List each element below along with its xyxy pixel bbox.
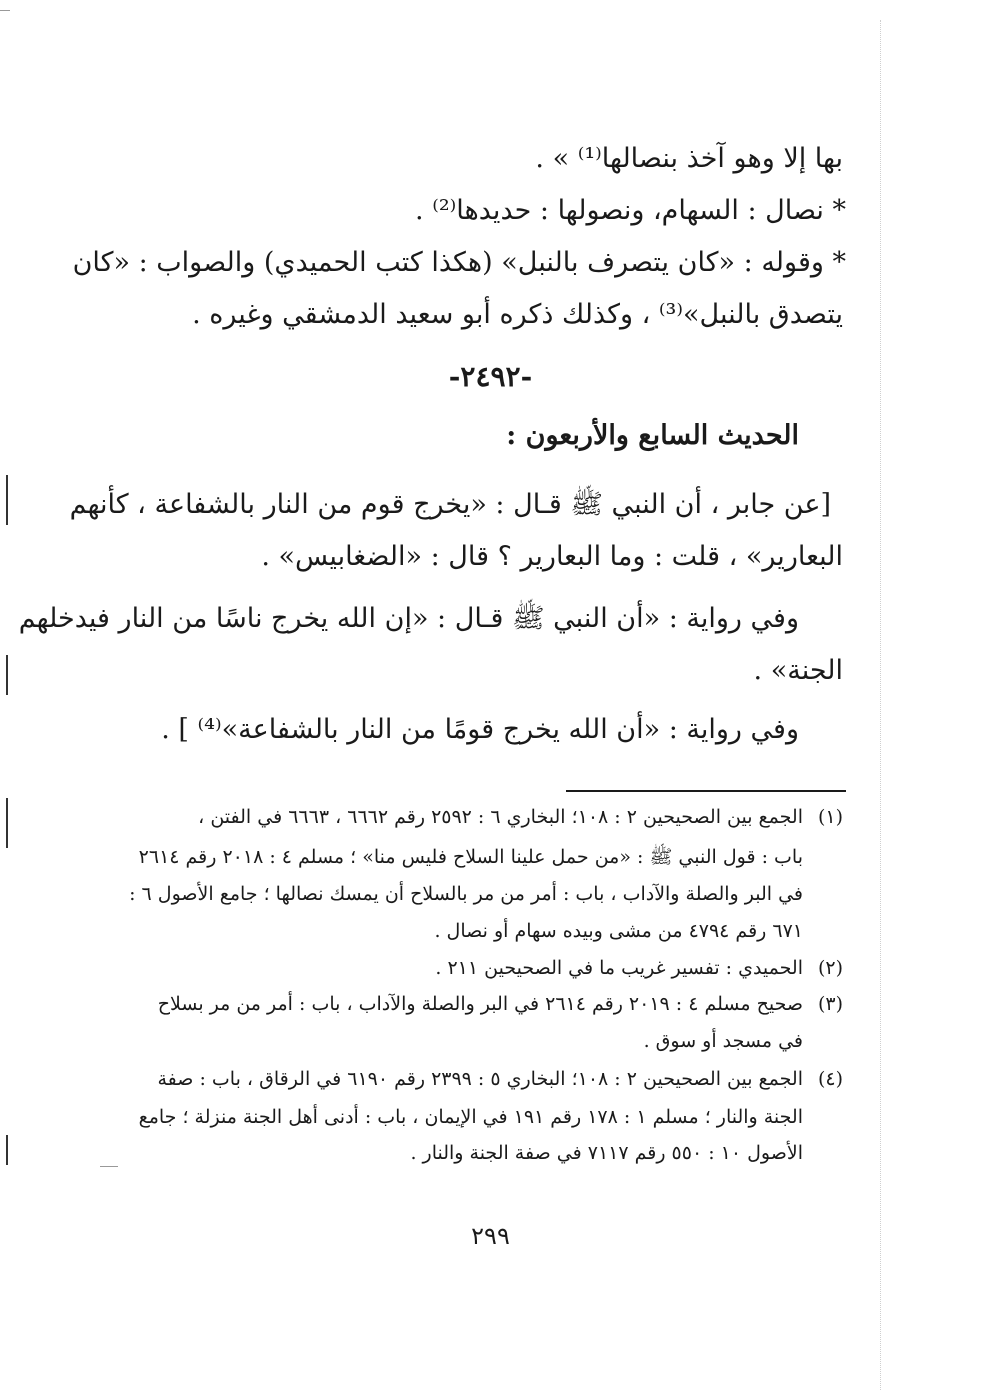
margin-mark xyxy=(6,655,8,695)
footnote-number: (٢) xyxy=(817,957,843,979)
footnote-number: (٣) xyxy=(817,993,843,1015)
footnote-line: الجنة والنار ؛ مسلم ١ : ١٧٨ رقم ١٩١ في الإيمان ، باب : أدنى أهل الجنة منزلة ؛ جامع xyxy=(138,1106,803,1128)
hadith-number: -٢٤٩٢- xyxy=(448,360,533,393)
hadith-line: وفي رواية : «أن النبي ﷺ قـال : «إن الله يخرج ناسًا من النار فيدخلهم xyxy=(18,603,799,634)
page-number: ٢٩٩ xyxy=(471,1222,510,1250)
footnote-line: الحميدي : تفسير غريب ما في الصحيحين ٢١١ . xyxy=(435,957,803,979)
corner-mark xyxy=(0,10,10,11)
footnote-line: ٦٧١ رقم ٤٧٩٤ من مشى وبيده سهام أو نصال . xyxy=(434,920,803,942)
hadith-line: البعارير» ، قلت : وما البعارير ؟ قال : «الضغابيس» . xyxy=(261,541,843,572)
footnote-number: (١) xyxy=(817,806,843,828)
paragraph-line: * نصال : السهام، ونصولها : حديدها⁽²⁾ . xyxy=(415,195,846,226)
paragraph-line: يتصدق بالنبل»⁽³⁾ ، وكذلك ذكره أبو سعيد الدمشقي وغيره . xyxy=(192,299,843,330)
hadith-line: [عن جابر ، أن النبي ﷺ قـال : «يخرج قوم من النار بالشفاعة ، كأنهم xyxy=(69,489,831,520)
footnote-line: باب : قول النبي ﷺ : «من حمل علينا السلاح فليس منا» ؛ مسلم ٤ : ٢٠١٨ رقم ٢٦١٤ xyxy=(138,846,803,868)
footnote-separator xyxy=(566,790,846,792)
margin-mark xyxy=(6,798,8,848)
footnote-line: الأصول ١٠ : ٥٥٠ رقم ٧١١٧ في صفة الجنة والنار . xyxy=(410,1142,803,1164)
page-edge-dots xyxy=(880,20,881,1390)
corner-mark xyxy=(100,1166,118,1167)
hadith-line: وفي رواية : «أن الله يخرج قومًا من النار بالشفاعة»⁽⁴⁾ ] . xyxy=(161,714,799,745)
footnote-line: الجمع بين الصحيحين ٢ : ١٠٨؛ البخاري ٥ : ٢٣٩٩ رقم ٦١٩٠ في الرقاق ، باب : صفة xyxy=(157,1068,803,1090)
hadith-line: الجنة» . xyxy=(753,655,843,686)
footnote-line: في مسجد أو سوق . xyxy=(643,1030,803,1052)
section-title: الحديث السابع والأربعون : xyxy=(506,420,799,451)
paragraph-line: * وقوله : «كان يتصرف بالنبل» (هكذا كتب الحميدي) والصواب : «كان xyxy=(72,247,846,278)
footnote-line: في البر والصلة والآداب ، باب : أمر من مر بالسلاح أن يمسك نصالها ؛ جامع الأصول ٦ : xyxy=(129,883,803,905)
footnote-line: الجمع بين الصحيحين ٢ : ١٠٨؛ البخاري ٦ : ٢٥٩٢ رقم ٦٦٦٢ ، ٦٦٦٣ في الفتن ، xyxy=(198,806,803,828)
margin-mark xyxy=(6,1135,8,1165)
paragraph-line: بها إلا وهو آخذ بنصالها⁽¹⁾ » . xyxy=(535,143,843,174)
margin-mark xyxy=(6,475,8,525)
footnote-number: (٤) xyxy=(817,1068,843,1090)
footnote-line: صحيح مسلم ٤ : ٢٠١٩ رقم ٢٦١٤ في البر والصلة والآداب ، باب : أمر من مر بسلاح xyxy=(157,993,803,1015)
